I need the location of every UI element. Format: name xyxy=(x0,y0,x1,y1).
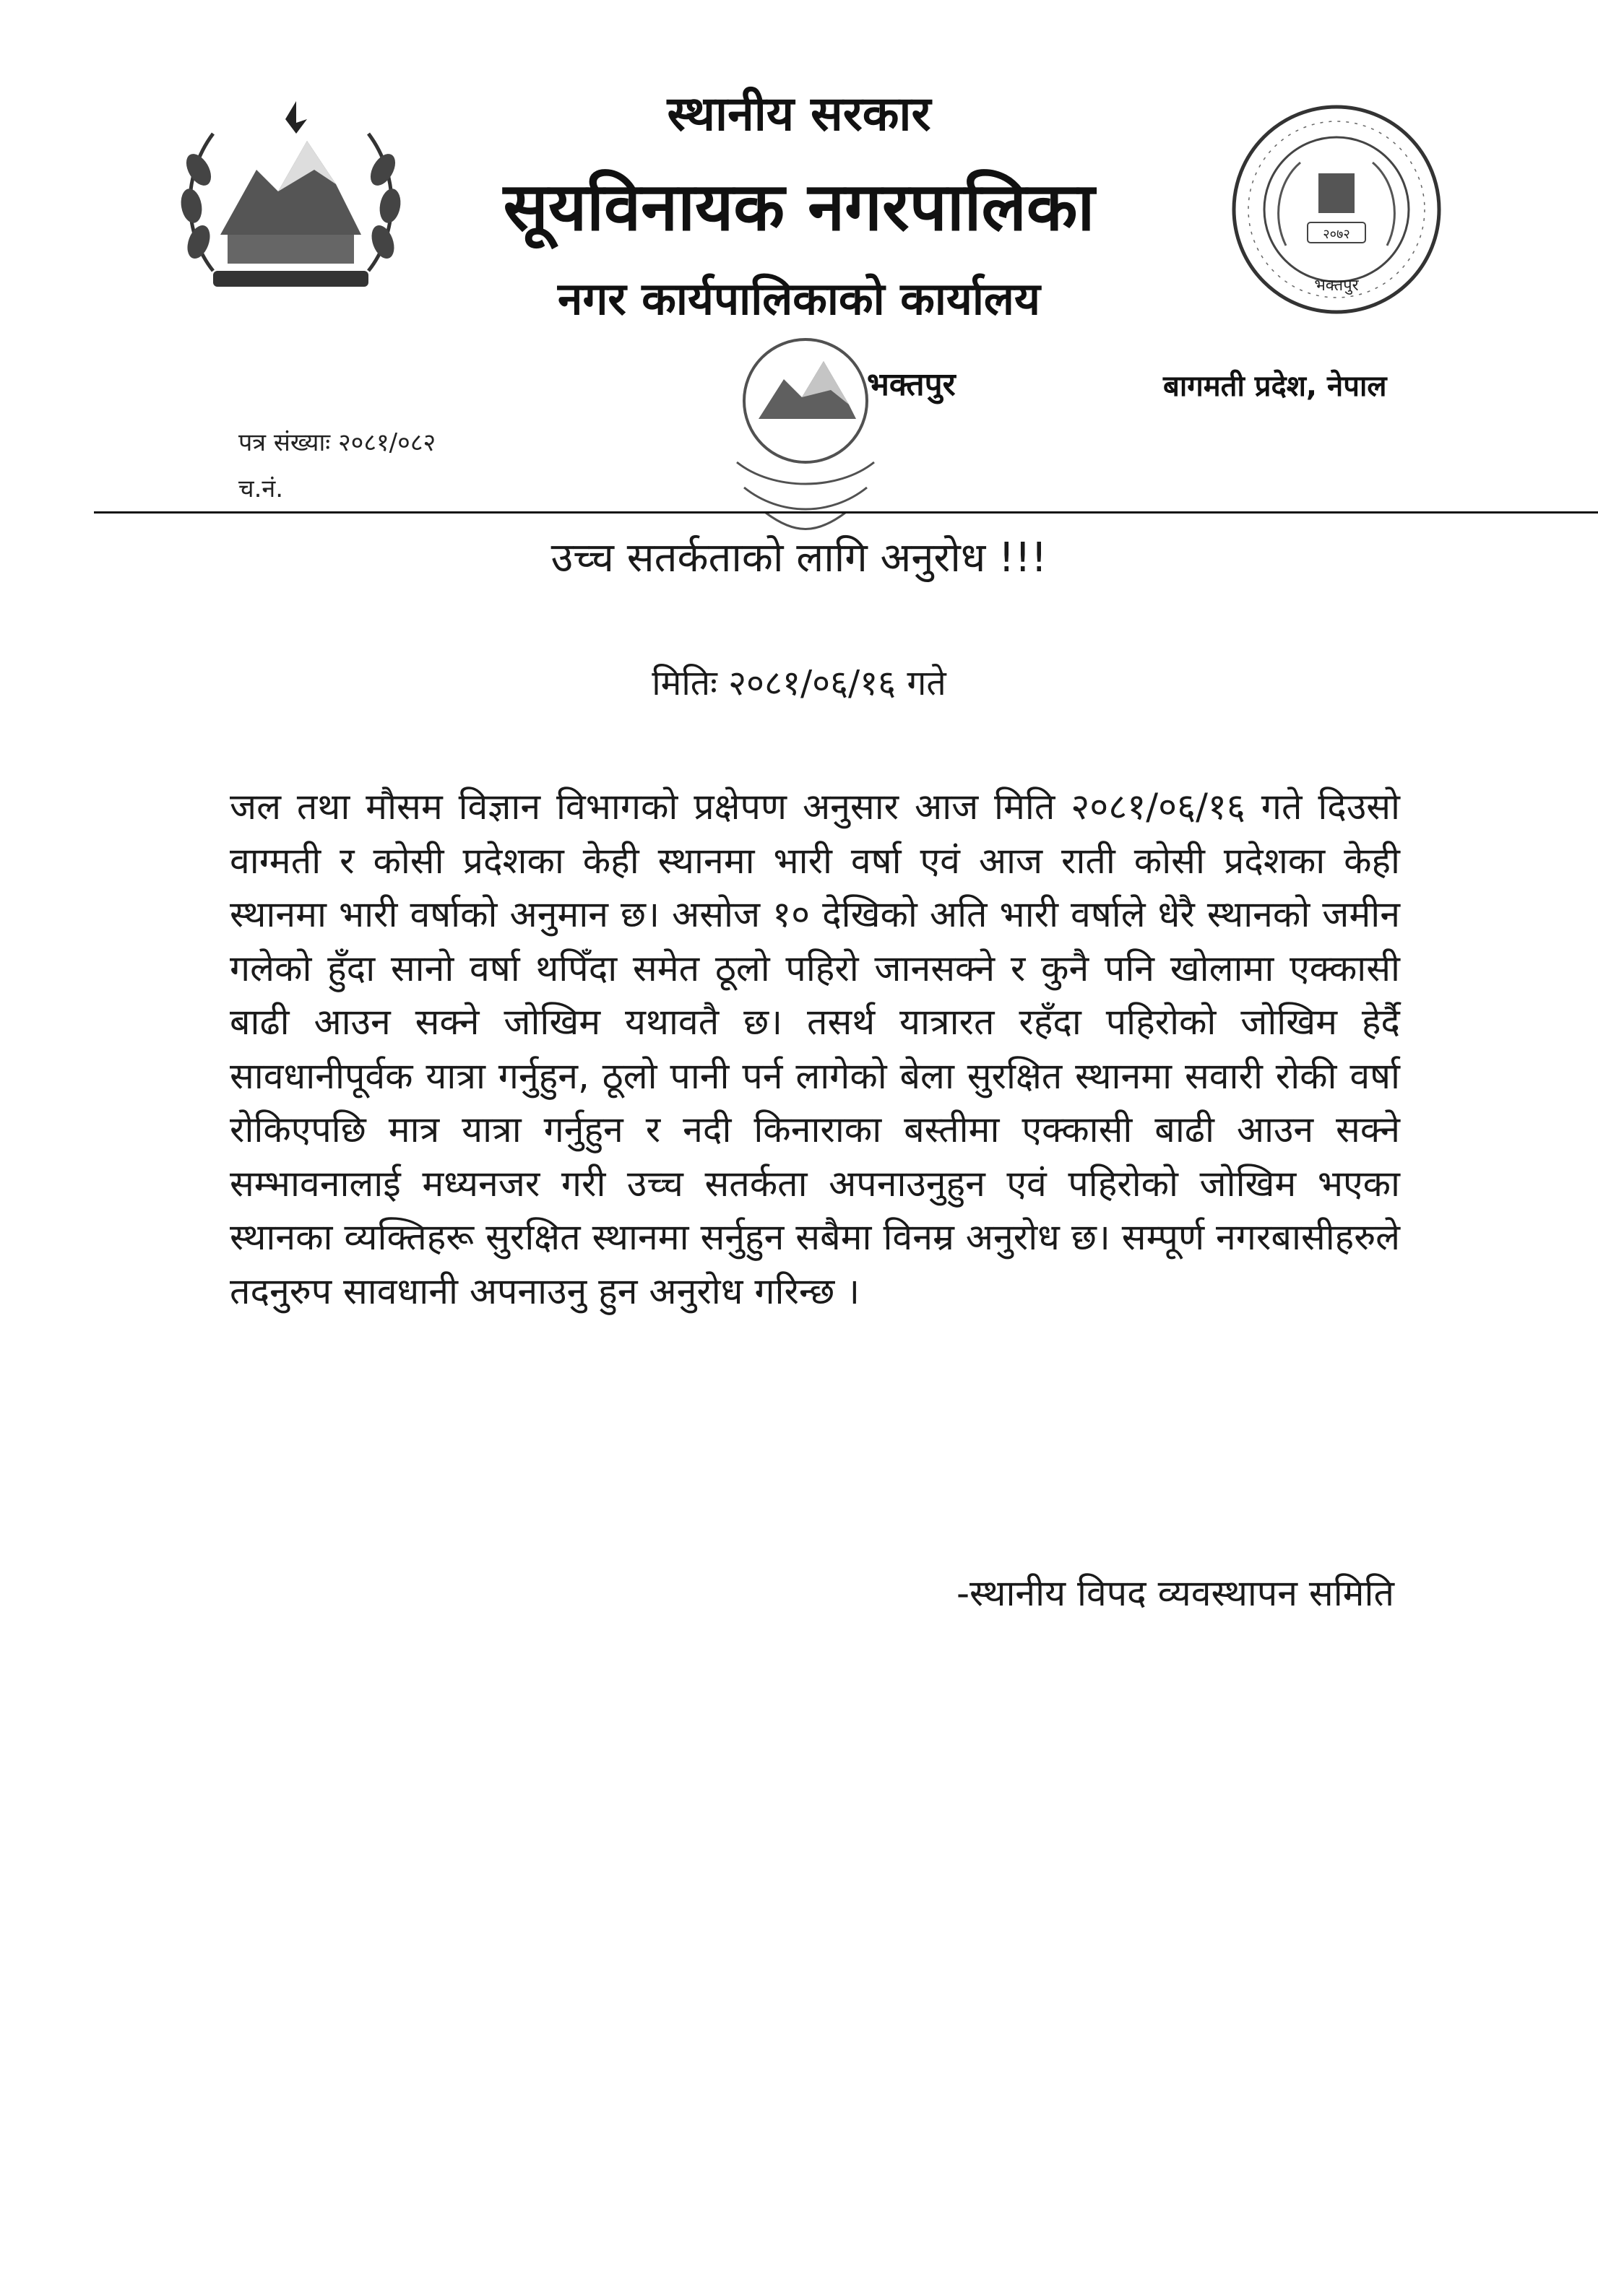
dispatch-number: च.नं. xyxy=(238,475,284,503)
notice-signature: -स्थानीय विपद व्यवस्थापन समिति xyxy=(956,1572,1394,1614)
header-province: बागमती प्रदेश, नेपाल xyxy=(1163,370,1387,403)
header-government-title: स्थानीय सरकार xyxy=(667,86,931,142)
notice-body: जल तथा मौसम विज्ञान विभागको प्रक्षेपण अनुसार आज मिति २०८१/०६/१६ गते दिउसो वाग्मती र कोसी प्रदेशका केही स्थानमा भारी वर्षा एवं आज राती कोसी प्रदेशका केही स्थानमा भारी वर्षाको अनुमान छ। असोज १० देखिको अति भारी वर्षाले धेरै स्थानको जमीन गलेको हुँदा सानो वर्षा थपिँदा समेत ठूलो पहिरो जानसक्ने र कुनै पनि खोलामा एक्कासी बाढी आउन सक्ने जोखिम यथावतै छ। तसर्थ यात्रारत रहँदा पहिरोको जोखिम हेर्दै सावधानीपूर्वक यात्रा गर्नुहुन, ठूलो पानी पर्न लागेको बेला सुरक्षित स्थानमा सवारी रोकी वर्षा रोकिएपछि मात्र यात्रा गर्नुहुन र नदी किनाराका बस्तीमा एक्कासी बाढी आउन सक्ने सम्भावनालाई मध्यनजर गरी उच्च सतर्कता अपनाउनुहुन एवं पहिरोको जोखिम भएका स्थानका व्यक्तिहरू सुरक्षित स्थानमा सर्नुहुन सबैमा विनम्र अनुरोध छ। सम्पूर्ण नगरबासीहरुले तदनुरुप सावधानी अपनाउनु हुन अनुरोध गरिन्छ । xyxy=(230,786,1400,1312)
letter-reference-number: पत्र संख्याः २०८१/०८२ xyxy=(238,428,436,457)
municipality-seal-icon xyxy=(1228,101,1445,318)
header-divider xyxy=(94,511,1598,514)
header-office-name: नगर कार्यपालिकाको कार्यालय xyxy=(558,272,1040,325)
seal-bottom-text: भक्तपुर xyxy=(1314,277,1359,295)
header-municipality-name: सूयविनायक नगरपालिका xyxy=(503,168,1095,246)
office-stamp-icon xyxy=(686,318,925,542)
header-city: भक्तपुर xyxy=(867,366,956,403)
notice-date: मितिः २०८१/०६/१६ गते xyxy=(652,663,946,703)
notice-subject: उच्च सतर्कताको लागि अनुरोध !!! xyxy=(550,534,1048,581)
seal-year: २०७२ xyxy=(1323,227,1350,242)
